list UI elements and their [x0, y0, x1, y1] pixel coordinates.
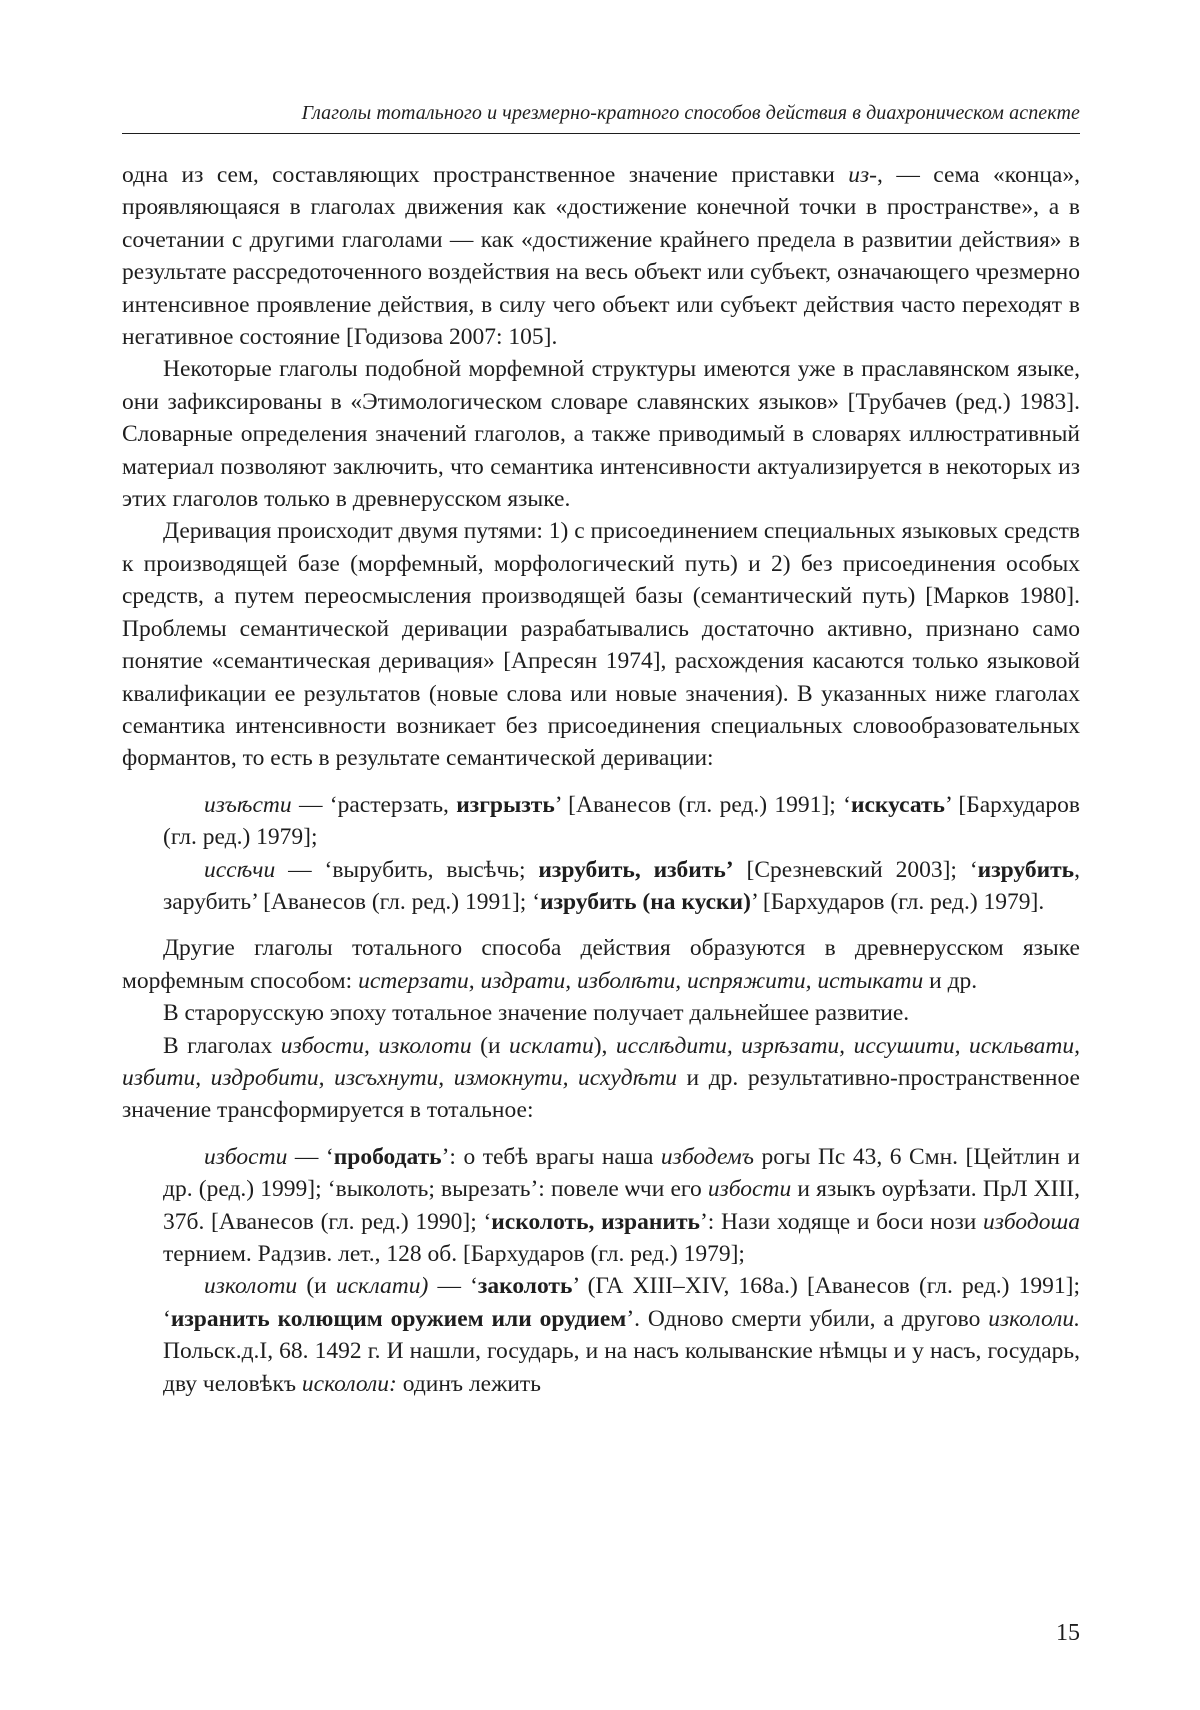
text-run: — ‘ — [428, 1273, 478, 1300]
italic-term: избодемъ — [660, 1143, 754, 1170]
italic-term: изколоти — [204, 1273, 298, 1300]
text-run: ’ [Аванесов (гл. ред.) 1991]; ‘ — [554, 791, 851, 818]
italic-term: исслѣдити, изрѣзати, иссушити, искльвати, избити, издробити, изсъхнути, измокнути, исхудѣти — [122, 1032, 1081, 1091]
italic-term: истерзати, издрати, изболѣти, испряжити, истыкати — [358, 967, 924, 994]
bold-term: исколоть, изранить — [491, 1208, 700, 1235]
italic-term: иссѣчи — [204, 856, 276, 883]
italic-term: избости — [707, 1176, 792, 1203]
text-run: рогы Пс 43, 6 Смн. [Цейтлин и др. (ред.) 1999]; ‘выколоть; вырезать’: повеле ѡчи его — [163, 1143, 1080, 1203]
italic-term: изъѣсти — [204, 791, 292, 818]
italic-term: избости — [204, 1143, 288, 1170]
text-run: одинъ лежить — [396, 1370, 541, 1397]
italic-term: исклати — [509, 1032, 594, 1059]
bold-term: заколоть — [477, 1273, 573, 1300]
header-rule — [122, 133, 1080, 134]
text-run: , зарубить’ [Аванесов (гл. ред.) 1991]; ‘ — [163, 856, 1080, 915]
text-run: ), — [593, 1032, 616, 1059]
italic-term: искололи: — [301, 1370, 397, 1397]
text-run: Польск.д.I, 68. 1492 г. И нашли, государь, и на насъ колыванские нѣмцы и у насъ, государь, дву человѣкъ — [163, 1338, 1080, 1397]
paragraph — [122, 159, 1080, 353]
italic-term: исклати) — [335, 1273, 429, 1300]
text-run: (и — [297, 1273, 336, 1300]
italic-term: избости, изколоти — [280, 1032, 472, 1059]
text-run: — ‘вырубить, высѣчь; — [275, 856, 539, 883]
paragraph — [122, 932, 1080, 997]
text-run: В глаголах — [163, 1032, 281, 1059]
page-number: 15 — [1056, 1620, 1080, 1646]
text-run: и языкъ оурѣзати. ПрЛ XIII, 37б. [Аванесов (гл. ред.) 1990]; ‘ — [163, 1176, 1081, 1235]
example-entry — [122, 1141, 1080, 1271]
text-run: ’ [Бархударов (гл. ред.) 1979]; — [163, 791, 1080, 851]
text-run: — ‘растерзать, — [291, 791, 457, 818]
bold-term: изгрызть — [456, 791, 555, 818]
italic-term: из- — [848, 162, 877, 188]
text-run: и др. результативно-пространственное значение трансформируется в тотальное: — [122, 1064, 1080, 1124]
paragraph: Деривация происходит двумя путями: 1) с присоединением специальных языковых средств к производящей базе (морфемный, морфологический путь) и 2) без присоединения особых средств, а путем переосмысления производящей базы (семантический путь) [Марков 1980]. Проблемы семантической деривации разрабатывались достаточно активно, признано само понятие «семантическая деривация» [Апресян 1974], расхождения касаются только языковой квалификации ее результатов (новые слова или новые значения). В указанных ниже глаголах семантика интенсивности возникает без присоединения специальных словообразовательных формантов, то есть в результате семантической деривации: — [122, 518, 1080, 772]
text-run: ’: о тебѣ врагы наша — [441, 1143, 661, 1170]
text-run: Другие глаголы тотального способа действия образуются в древнерусском языке морфемным способом: — [122, 935, 1080, 994]
bold-term: изрубить — [977, 856, 1075, 883]
paragraph — [122, 1030, 1080, 1127]
bold-term: изрубить, избить’ — [538, 856, 734, 883]
example-entry — [122, 789, 1080, 854]
bold-term: искусать — [850, 791, 945, 818]
example-entry — [122, 1270, 1080, 1400]
bold-term: изрубить (на куски) — [540, 888, 751, 915]
text-run: ’: Нази ходяще и боси нози — [699, 1208, 983, 1235]
text-run: ’ (ГА XIII–XIV, 168а.) [Аванесов (гл. ред.) 1991]; ‘ — [163, 1273, 1080, 1332]
bold-term: прободать — [333, 1143, 442, 1170]
bold-term: изранить колющим оружием или орудием — [170, 1305, 627, 1332]
italic-term: избодоша — [983, 1208, 1080, 1235]
running-head: Глаголы тотального и чрезмерно-кратного способов действия в диахроническом аспекте — [301, 102, 1080, 124]
example-entry — [122, 854, 1080, 919]
paragraph: В старорусскую эпоху тотальное значение получает дальнейшее развитие. — [163, 1000, 910, 1027]
text-run: тернием. Радзив. лет., 128 об. [Бархударов (гл. ред.) 1979]; — [163, 1241, 745, 1267]
text-run: [Срезневский 2003]; ‘ — [733, 856, 978, 883]
text-run: ’. Одново смерти убили, а другово — [626, 1305, 989, 1332]
body-text — [122, 159, 1080, 1400]
text-run: одна из сем, составляющих пространственное значение приставки — [122, 162, 849, 188]
italic-term: изкололи. — [988, 1305, 1080, 1332]
text-run: и др. — [923, 967, 978, 994]
paragraph: Некоторые глаголы подобной морфемной структуры имеются уже в праславянском языке, они зафиксированы в «Этимологическом словаре славянских языков» [Трубачев (ред.) 1983]. Словарные определения значений глаголов, а также приводимый в словарях иллюстративный материал позволяют заключить, что семантика интенсивности актуализируется в некоторых из этих глаголов только в древнерусском языке. — [122, 356, 1080, 513]
text-run: ’ [Бархударов (гл. ред.) 1979]. — [750, 888, 1045, 915]
text-run: (и — [471, 1032, 510, 1059]
text-run: — ‘ — [287, 1143, 334, 1170]
text-run: , — сема «конца», проявляющаяся в глаголах движения как «достижение конечной точки в пространстве», а в сочетании с другими глаголами — как «достижение крайнего предела в развитии действия» в результате рассредоточенного воздействия на весь объект или субъект, означающего чрезмерно интенсивное проявление действия, в силу чего объект или субъект действия часто переходят в негативное состояние [Годизова 2007: 105]. — [122, 162, 1080, 351]
